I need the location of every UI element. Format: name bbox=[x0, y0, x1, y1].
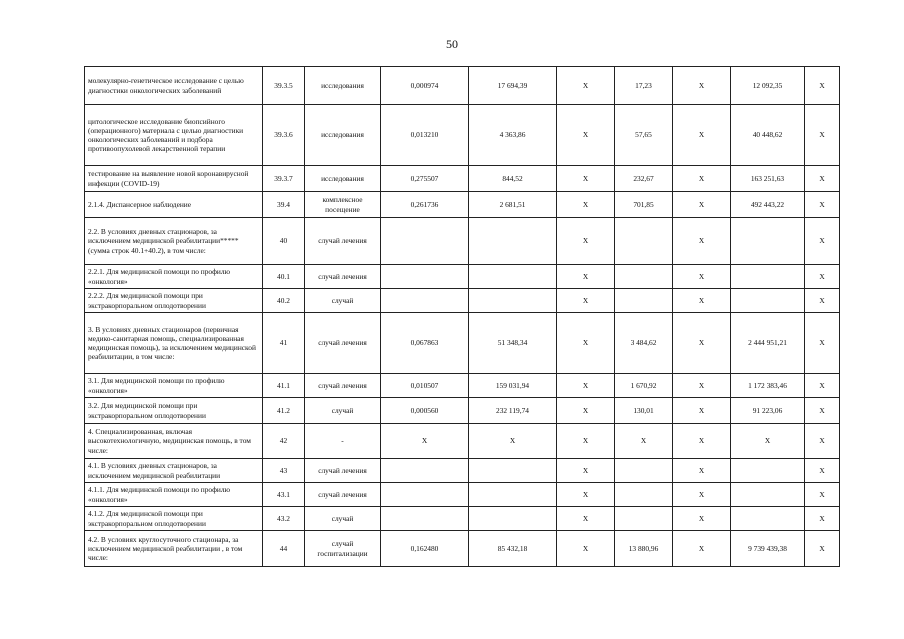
table-row bbox=[85, 483, 840, 507]
row-description-cell: молекулярно-генетическое исследование с целью диагностики онкологических заболеваний bbox=[85, 67, 263, 105]
budget-per-capita-cell: X bbox=[557, 424, 615, 459]
oms-per-capita-cell: 232,67 bbox=[615, 166, 673, 192]
share-cell: X bbox=[805, 218, 840, 265]
oms-per-capita-cell bbox=[615, 483, 673, 507]
budget-total-cell: X bbox=[673, 192, 731, 218]
budget-per-capita-cell: X bbox=[557, 218, 615, 265]
volume-norm-cell: 0,013210 bbox=[381, 105, 469, 166]
cost-norm-cell: 844,52 bbox=[469, 166, 557, 192]
row-description-cell: 2.1.4. Диспансерное наблюдение bbox=[85, 192, 263, 218]
share-cell: X bbox=[805, 289, 840, 313]
volume-norm-cell bbox=[381, 289, 469, 313]
unit-cell: исследования bbox=[305, 67, 381, 105]
share-cell: X bbox=[805, 424, 840, 459]
budget-total-cell: X bbox=[673, 67, 731, 105]
row-description-cell: 4.1. В условиях дневных стационаров, за исключением медицинской реабилитации bbox=[85, 459, 263, 483]
budget-per-capita-cell: X bbox=[557, 289, 615, 313]
table-row bbox=[85, 218, 840, 265]
budget-total-cell: X bbox=[673, 424, 731, 459]
volume-norm-cell: 0,000974 bbox=[381, 67, 469, 105]
cost-norm-cell: 17 694,39 bbox=[469, 67, 557, 105]
cost-norm-cell bbox=[469, 507, 557, 531]
cost-norm-cell bbox=[469, 218, 557, 265]
unit-cell: случай лечения bbox=[305, 374, 381, 398]
oms-total-cell: 1 172 383,46 bbox=[731, 374, 805, 398]
table-row bbox=[85, 67, 840, 105]
table-row bbox=[85, 105, 840, 166]
row-number-cell: 43.2 bbox=[263, 507, 305, 531]
budget-per-capita-cell: X bbox=[557, 313, 615, 374]
row-description-cell: 4.1.1. Для медицинской помощи по профилю «онкология» bbox=[85, 483, 263, 507]
budget-per-capita-cell: X bbox=[557, 67, 615, 105]
share-cell: X bbox=[805, 459, 840, 483]
oms-total-cell: 91 223,06 bbox=[731, 398, 805, 424]
oms-total-cell: 492 443,22 bbox=[731, 192, 805, 218]
share-cell: X bbox=[805, 531, 840, 567]
row-description-cell: 4.2. В условиях круглосуточного стационара, за исключением медицинской реабилитации , в том числе: bbox=[85, 531, 263, 567]
budget-total-cell: X bbox=[673, 218, 731, 265]
table-body bbox=[85, 67, 840, 567]
cost-norm-cell bbox=[469, 483, 557, 507]
oms-total-cell: 163 251,63 bbox=[731, 166, 805, 192]
volume-norm-cell: 0,000560 bbox=[381, 398, 469, 424]
budget-total-cell: X bbox=[673, 313, 731, 374]
cost-norm-cell bbox=[469, 459, 557, 483]
cost-norm-cell bbox=[469, 265, 557, 289]
oms-total-cell: X bbox=[731, 424, 805, 459]
volume-norm-cell bbox=[381, 218, 469, 265]
oms-per-capita-cell: 701,85 bbox=[615, 192, 673, 218]
budget-per-capita-cell: X bbox=[557, 166, 615, 192]
oms-per-capita-cell bbox=[615, 507, 673, 531]
budget-per-capita-cell: X bbox=[557, 459, 615, 483]
unit-cell: комплексное посещение bbox=[305, 192, 381, 218]
volume-norm-cell: 0,162480 bbox=[381, 531, 469, 567]
oms-per-capita-cell: 13 880,96 bbox=[615, 531, 673, 567]
volume-norm-cell bbox=[381, 507, 469, 531]
row-number-cell: 40.1 bbox=[263, 265, 305, 289]
row-description-cell: 4. Специализированная, включая высокотехнологичную, медицинская помощь, в том числе: bbox=[85, 424, 263, 459]
unit-cell: случай лечения bbox=[305, 313, 381, 374]
volume-norm-cell: 0,275507 bbox=[381, 166, 469, 192]
budget-total-cell: X bbox=[673, 265, 731, 289]
row-number-cell: 39.3.7 bbox=[263, 166, 305, 192]
unit-cell: случай bbox=[305, 507, 381, 531]
budget-per-capita-cell: X bbox=[557, 374, 615, 398]
unit-cell: исследования bbox=[305, 105, 381, 166]
budget-per-capita-cell: X bbox=[557, 507, 615, 531]
unit-cell: случай лечения bbox=[305, 218, 381, 265]
row-description-cell: 4.1.2. Для медицинской помощи при экстракорпоральном оплодотворении bbox=[85, 507, 263, 531]
budget-total-cell: X bbox=[673, 166, 731, 192]
cost-norm-cell bbox=[469, 289, 557, 313]
budget-per-capita-cell: X bbox=[557, 531, 615, 567]
budget-total-cell: X bbox=[673, 531, 731, 567]
unit-cell: случай лечения bbox=[305, 265, 381, 289]
table-row bbox=[85, 531, 840, 567]
volume-norm-cell: 0,010507 bbox=[381, 374, 469, 398]
oms-per-capita-cell: 17,23 bbox=[615, 67, 673, 105]
row-number-cell: 42 bbox=[263, 424, 305, 459]
unit-cell: исследования bbox=[305, 166, 381, 192]
unit-cell: случай госпитализации bbox=[305, 531, 381, 567]
cost-norm-cell: 2 681,51 bbox=[469, 192, 557, 218]
volume-norm-cell: X bbox=[381, 424, 469, 459]
oms-total-cell bbox=[731, 265, 805, 289]
oms-total-cell: 2 444 951,21 bbox=[731, 313, 805, 374]
budget-total-cell: X bbox=[673, 459, 731, 483]
oms-per-capita-cell bbox=[615, 265, 673, 289]
volume-norm-cell bbox=[381, 265, 469, 289]
share-cell: X bbox=[805, 192, 840, 218]
share-cell: X bbox=[805, 313, 840, 374]
volume-norm-cell bbox=[381, 483, 469, 507]
share-cell: X bbox=[805, 67, 840, 105]
volume-norm-cell: 0,261736 bbox=[381, 192, 469, 218]
row-number-cell: 41 bbox=[263, 313, 305, 374]
oms-total-cell bbox=[731, 459, 805, 483]
budget-total-cell: X bbox=[673, 374, 731, 398]
row-number-cell: 44 bbox=[263, 531, 305, 567]
oms-total-cell bbox=[731, 507, 805, 531]
table-row bbox=[85, 166, 840, 192]
table-row bbox=[85, 192, 840, 218]
budget-total-cell: X bbox=[673, 483, 731, 507]
row-number-cell: 41.1 bbox=[263, 374, 305, 398]
oms-per-capita-cell: 130,01 bbox=[615, 398, 673, 424]
oms-total-cell bbox=[731, 483, 805, 507]
oms-total-cell: 40 448,62 bbox=[731, 105, 805, 166]
budget-per-capita-cell: X bbox=[557, 105, 615, 166]
oms-total-cell: 12 092,35 bbox=[731, 67, 805, 105]
oms-per-capita-cell bbox=[615, 289, 673, 313]
table-row bbox=[85, 374, 840, 398]
row-description-cell: 3.2. Для медицинской помощи при экстракорпоральном оплодотворении bbox=[85, 398, 263, 424]
financing-table bbox=[84, 66, 840, 567]
cost-norm-cell: 4 363,86 bbox=[469, 105, 557, 166]
row-description-cell: цитологическое исследование биопсийного (операционного) материала с целью диагностики онкологических заболеваний и подбора противоопухолевой лекарственной терапии bbox=[85, 105, 263, 166]
row-number-cell: 39.3.5 bbox=[263, 67, 305, 105]
unit-cell: - bbox=[305, 424, 381, 459]
budget-per-capita-cell: X bbox=[557, 192, 615, 218]
cost-norm-cell: 232 119,74 bbox=[469, 398, 557, 424]
oms-per-capita-cell: X bbox=[615, 424, 673, 459]
budget-per-capita-cell: X bbox=[557, 483, 615, 507]
unit-cell: случай bbox=[305, 289, 381, 313]
row-number-cell: 39.3.6 bbox=[263, 105, 305, 166]
table-row bbox=[85, 398, 840, 424]
unit-cell: случай лечения bbox=[305, 483, 381, 507]
cost-norm-cell: 51 348,34 bbox=[469, 313, 557, 374]
page-number: 50 bbox=[446, 37, 458, 51]
share-cell: X bbox=[805, 374, 840, 398]
row-description-cell: тестирование на выявление новой коронавирусной инфекции (COVID-19) bbox=[85, 166, 263, 192]
cost-norm-cell: X bbox=[469, 424, 557, 459]
row-number-cell: 40.2 bbox=[263, 289, 305, 313]
row-description-cell: 3.1. Для медицинской помощи по профилю «онкология» bbox=[85, 374, 263, 398]
row-description-cell: 2.2.1. Для медицинской помощи по профилю «онкология» bbox=[85, 265, 263, 289]
oms-per-capita-cell: 3 484,62 bbox=[615, 313, 673, 374]
share-cell: X bbox=[805, 105, 840, 166]
oms-total-cell bbox=[731, 218, 805, 265]
table-row bbox=[85, 424, 840, 459]
share-cell: X bbox=[805, 398, 840, 424]
volume-norm-cell: 0,067863 bbox=[381, 313, 469, 374]
oms-total-cell: 9 739 439,38 bbox=[731, 531, 805, 567]
oms-per-capita-cell bbox=[615, 459, 673, 483]
row-number-cell: 43 bbox=[263, 459, 305, 483]
row-number-cell: 43.1 bbox=[263, 483, 305, 507]
oms-per-capita-cell: 57,65 bbox=[615, 105, 673, 166]
budget-total-cell: X bbox=[673, 289, 731, 313]
oms-per-capita-cell: 1 670,92 bbox=[615, 374, 673, 398]
share-cell: X bbox=[805, 507, 840, 531]
unit-cell: случай лечения bbox=[305, 459, 381, 483]
budget-total-cell: X bbox=[673, 507, 731, 531]
row-number-cell: 40 bbox=[263, 218, 305, 265]
row-description-cell: 2.2. В условиях дневных стационаров, за исключением медицинской реабилитации***** (сумма строк 40.1+40.2), в том числе: bbox=[85, 218, 263, 265]
budget-total-cell: X bbox=[673, 105, 731, 166]
row-description-cell: 3. В условиях дневных стационаров (первичная медико-санитарная помощь, специализированная медицинская помощь), за исключением медицинской реабилитации, в том числе: bbox=[85, 313, 263, 374]
table-row bbox=[85, 289, 840, 313]
table-row bbox=[85, 313, 840, 374]
share-cell: X bbox=[805, 483, 840, 507]
cost-norm-cell: 85 432,18 bbox=[469, 531, 557, 567]
table-row bbox=[85, 265, 840, 289]
budget-per-capita-cell: X bbox=[557, 398, 615, 424]
row-number-cell: 39.4 bbox=[263, 192, 305, 218]
row-description-cell: 2.2.2. Для медицинской помощи при экстракорпоральном оплодотворении bbox=[85, 289, 263, 313]
row-number-cell: 41.2 bbox=[263, 398, 305, 424]
budget-total-cell: X bbox=[673, 398, 731, 424]
budget-per-capita-cell: X bbox=[557, 265, 615, 289]
cost-norm-cell: 159 031,94 bbox=[469, 374, 557, 398]
table-row bbox=[85, 459, 840, 483]
oms-total-cell bbox=[731, 289, 805, 313]
share-cell: X bbox=[805, 166, 840, 192]
table-row bbox=[85, 507, 840, 531]
oms-per-capita-cell bbox=[615, 218, 673, 265]
volume-norm-cell bbox=[381, 459, 469, 483]
share-cell: X bbox=[805, 265, 840, 289]
unit-cell: случай bbox=[305, 398, 381, 424]
